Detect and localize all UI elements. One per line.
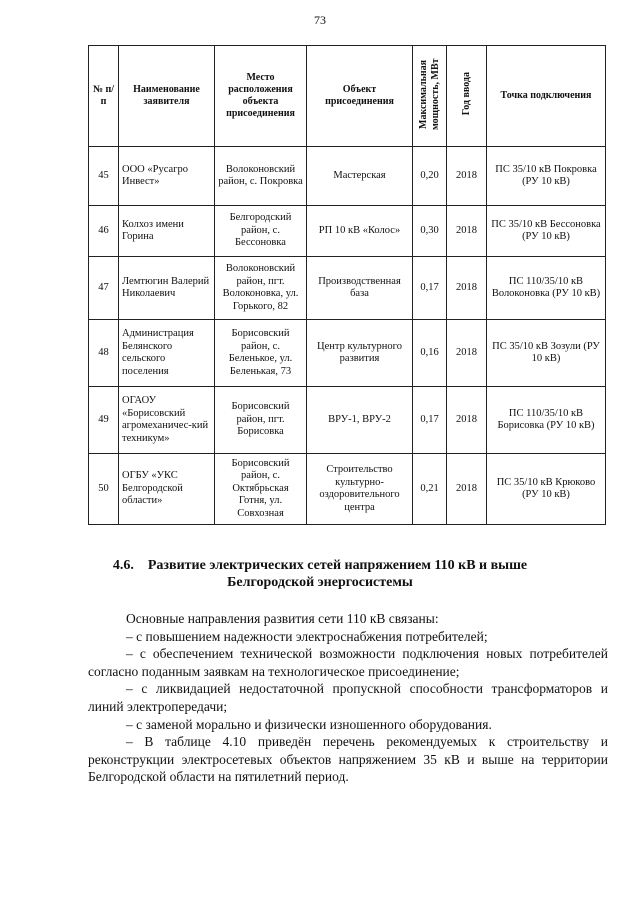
paragraph: – В таблице 4.10 приведён перечень рекомендуемых к строительству и реконструкции электросетевых объектов напряжением 35 кВ и выше на территории Белгородской области на пятилетний период. xyxy=(88,734,608,785)
cell-num: 45 xyxy=(89,147,119,206)
table-row xyxy=(89,320,606,387)
cell-location: Борисовский район, с. Беленькое, ул. Беленькая, 73 xyxy=(215,320,307,387)
table-header-row xyxy=(89,46,606,147)
cell-applicant: ОГБУ «УКС Белгородской области» xyxy=(119,454,215,525)
paragraph: – с ликвидацией недостаточной пропускной способности трансформаторов и линий электропередачи; xyxy=(88,681,608,714)
section-heading-line1 xyxy=(0,557,640,574)
cell-max-power: 0,17 xyxy=(413,257,447,320)
paragraph: – с обеспечением технической возможности подключения новых потребителей согласно поданным заявкам на технологическое присоединение; xyxy=(88,646,608,679)
cell-year: 2018 xyxy=(447,387,487,454)
cell-connection-point: ПС 35/10 кВ Зозули (РУ 10 кВ) xyxy=(487,320,606,387)
cell-num: 47 xyxy=(89,257,119,320)
cell-applicant: Администрация Белянского сельского поселения xyxy=(119,320,215,387)
header-connection-point: Точка подключения xyxy=(487,46,606,147)
paragraph: – с повышением надежности электроснабжения потребителей; xyxy=(126,628,488,644)
cell-max-power: 0,30 xyxy=(413,206,447,257)
section-number: 4.6. xyxy=(112,558,134,573)
cell-max-power: 0,20 xyxy=(413,147,447,206)
section-title-line2: Белгородской энергосистемы xyxy=(227,575,413,590)
cell-connection-point: ПС 35/10 кВ Покровка (РУ 10 кВ) xyxy=(487,147,606,206)
cell-object: Центр культурного развития xyxy=(307,320,413,387)
cell-applicant: ОГАОУ «Борисовский агромеханичес-кий техникум» xyxy=(119,387,215,454)
cell-num: 46 xyxy=(89,206,119,257)
body-text xyxy=(88,610,608,786)
cell-max-power: 0,21 xyxy=(413,454,447,525)
cell-connection-point: ПС 35/10 кВ Бессоновка (РУ 10 кВ) xyxy=(487,206,606,257)
connections-table xyxy=(88,45,606,525)
header-object: Объект присоединения xyxy=(307,46,413,147)
section-title-line1: Развитие электрических сетей напряжением 110 кВ и выше xyxy=(147,558,528,573)
cell-connection-point: ПС 110/35/10 кВ Борисовка (РУ 10 кВ) xyxy=(487,387,606,454)
cell-year: 2018 xyxy=(447,147,487,206)
header-max-power xyxy=(413,46,447,147)
section-heading xyxy=(0,557,640,591)
cell-object: Строительство культурно-оздоровительного центра xyxy=(307,454,413,525)
paragraph: – с заменой морально и физически изношенного оборудования. xyxy=(126,716,492,732)
table-row xyxy=(89,257,606,320)
cell-year: 2018 xyxy=(447,320,487,387)
cell-num: 48 xyxy=(89,320,119,387)
header-year xyxy=(447,46,487,147)
table-row xyxy=(89,454,606,525)
cell-connection-point: ПС 35/10 кВ Крюково (РУ 10 кВ) xyxy=(487,454,606,525)
cell-location: Борисовский район, с. Октябрьская Готня, ул. Совхозная xyxy=(215,454,307,525)
cell-max-power: 0,16 xyxy=(413,320,447,387)
header-max-power-label: Максимальная мощность, МВт xyxy=(417,58,441,130)
cell-year: 2018 xyxy=(447,206,487,257)
cell-location: Борисовский район, пгт. Борисовка xyxy=(215,387,307,454)
header-location: Место расположения объекта присоединения xyxy=(215,46,307,147)
cell-location: Волоконовский район, с. Покровка xyxy=(215,147,307,206)
cell-object: РП 10 кВ «Колос» xyxy=(307,206,413,257)
cell-applicant: Лемтюгин Валерий Николаевич xyxy=(119,257,215,320)
table-row xyxy=(89,387,606,454)
cell-object: Мастерская xyxy=(307,147,413,206)
cell-applicant: Колхоз имени Горина xyxy=(119,206,215,257)
cell-num: 49 xyxy=(89,387,119,454)
table-row xyxy=(89,206,606,257)
cell-year: 2018 xyxy=(447,257,487,320)
cell-location: Белгородский район, с. Бессоновка xyxy=(215,206,307,257)
page-number: 73 xyxy=(314,13,326,27)
paragraph: Основные направления развития сети 110 кВ связаны: xyxy=(126,611,439,626)
header-applicant: Наименование заявителя xyxy=(119,46,215,147)
cell-num: 50 xyxy=(89,454,119,525)
cell-year: 2018 xyxy=(447,454,487,525)
cell-object: ВРУ-1, ВРУ-2 xyxy=(307,387,413,454)
cell-connection-point: ПС 110/35/10 кВ Волоконовка (РУ 10 кВ) xyxy=(487,257,606,320)
table-row xyxy=(89,147,606,206)
cell-max-power: 0,17 xyxy=(413,387,447,454)
cell-location: Волоконовский район, пгт. Волоконовка, ул. Горького, 82 xyxy=(215,257,307,320)
header-year-label: Год ввода xyxy=(460,72,472,116)
cell-object: Производственная база xyxy=(307,257,413,320)
header-num: № п/п xyxy=(89,46,119,147)
cell-applicant: ООО «Русагро Инвест» xyxy=(119,147,215,206)
